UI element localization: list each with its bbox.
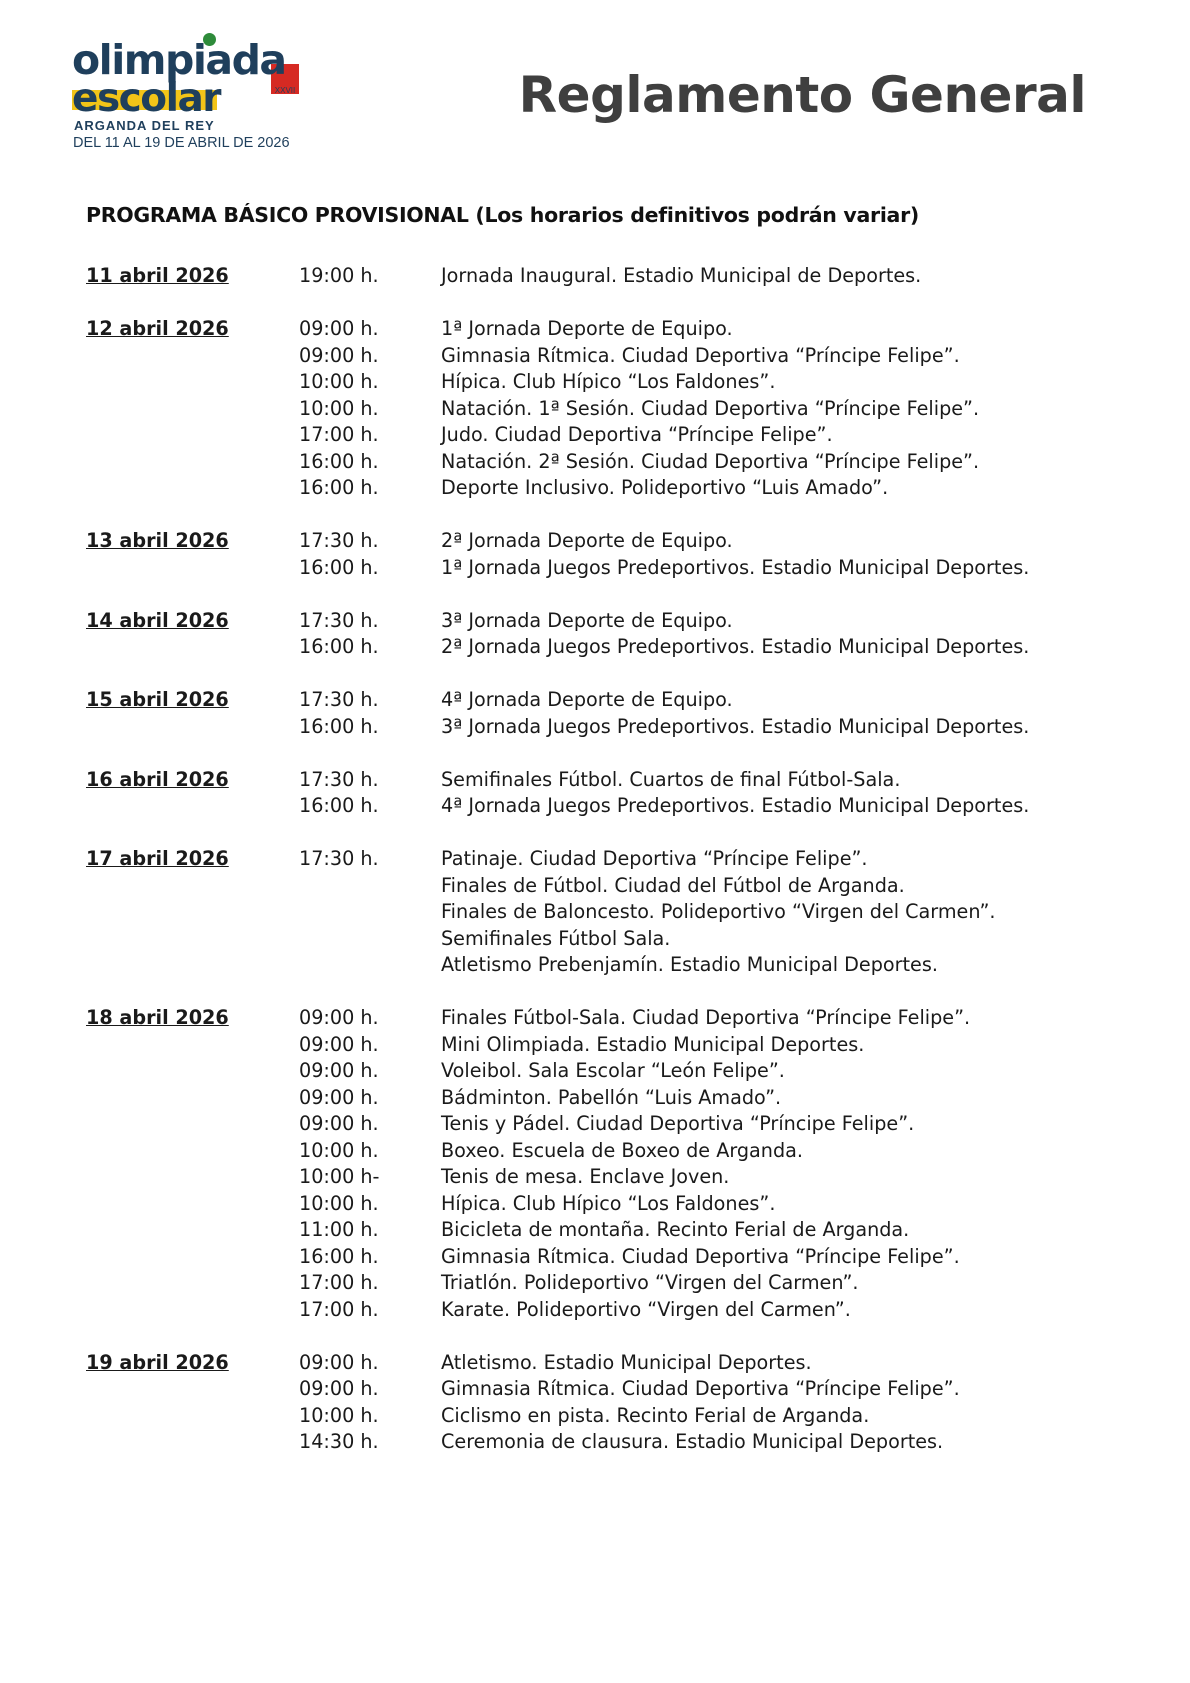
schedule-row <box>86 1429 1106 1456</box>
event-time: 14:30 h. <box>299 1430 379 1453</box>
event-description: Judo. Ciudad Deportiva “Príncipe Felipe”. <box>441 423 833 446</box>
day-date: 19 abril 2026 <box>86 1350 229 1374</box>
schedule-row <box>86 1111 1106 1138</box>
event-time: 17:00 h. <box>299 1297 379 1321</box>
event-description: 1ª Jornada Juegos Predeportivos. Estadio Municipal Deportes. <box>441 555 1030 579</box>
schedule-row <box>86 475 1106 502</box>
logo-city: ARGANDA DEL REY <box>74 118 215 133</box>
schedule-row <box>86 714 1106 741</box>
page-title: Reglamento General <box>518 66 1086 124</box>
event-description: Gimnasia Rítmica. Ciudad Deportiva “Príncipe Felipe”. <box>441 1377 960 1400</box>
event-time: 09:00 h. <box>299 343 379 367</box>
schedule-day <box>86 846 1106 979</box>
day-date: 11 abril 2026 <box>86 264 229 287</box>
event-description: Finales de Fútbol. Ciudad del Fútbol de Arganda. <box>441 873 905 897</box>
event-time: 10:00 h. <box>299 1138 379 1162</box>
schedule-row <box>86 449 1106 476</box>
event-time: 16:00 h. <box>299 794 379 817</box>
event-description: Tenis de mesa. Enclave Joven. <box>441 1165 730 1188</box>
event-description: Hípica. Club Hípico “Los Faldones”. <box>441 1191 776 1215</box>
event-time: 17:30 h. <box>299 767 379 791</box>
event-time: 09:00 h. <box>299 1032 379 1056</box>
event-description: 2ª Jornada Deporte de Equipo. <box>441 529 733 552</box>
event-description: Bádminton. Pabellón “Luis Amado”. <box>441 1085 782 1109</box>
logo-olimpiada-text: olimpiada <box>72 36 286 84</box>
event-time: 10:00 h. <box>299 1403 379 1427</box>
schedule-row <box>86 1138 1106 1165</box>
schedule-list <box>86 263 1106 1482</box>
event-time: 09:00 h. <box>299 317 379 340</box>
day-date: 16 abril 2026 <box>86 767 229 791</box>
event-time: 19:00 h. <box>299 264 379 287</box>
event-description: Deporte Inclusivo. Polideportivo “Luis Amado”. <box>441 476 889 499</box>
schedule-row <box>86 1217 1106 1244</box>
schedule-row <box>86 1376 1106 1403</box>
logo-edition: XXVII <box>274 86 296 95</box>
schedule-row <box>86 1032 1106 1059</box>
event-description: 3ª Jornada Juegos Predeportivos. Estadio Municipal Deportes. <box>441 714 1030 738</box>
schedule-day <box>86 316 1106 502</box>
schedule-row <box>86 608 1106 635</box>
event-description: Karate. Polideportivo “Virgen del Carmen”. <box>441 1297 851 1321</box>
event-time: 16:00 h. <box>299 476 379 499</box>
event-description: Jornada Inaugural. Estadio Municipal de Deportes. <box>441 264 922 287</box>
schedule-row <box>86 793 1106 820</box>
event-description: Natación. 2ª Sesión. Ciudad Deportiva “Príncipe Felipe”. <box>441 449 980 473</box>
schedule-row <box>86 343 1106 370</box>
day-date: 12 abril 2026 <box>86 317 229 340</box>
schedule-row <box>86 1244 1106 1271</box>
schedule-row <box>86 1297 1106 1324</box>
event-description: Triatlón. Polideportivo “Virgen del Carmen”. <box>441 1271 859 1294</box>
event-description: Bicicleta de montaña. Recinto Ferial de Arganda. <box>441 1218 910 1241</box>
schedule-row <box>86 1085 1106 1112</box>
schedule-row <box>86 899 1106 926</box>
event-description: Ceremonia de clausura. Estadio Municipal Deportes. <box>441 1430 944 1453</box>
event-time: 16:00 h. <box>299 449 379 473</box>
schedule-row <box>86 528 1106 555</box>
schedule-day <box>86 263 1106 290</box>
event-time: 16:00 h. <box>299 635 379 658</box>
schedule-row <box>86 1403 1106 1430</box>
event-description: Natación. 1ª Sesión. Ciudad Deportiva “Príncipe Felipe”. <box>441 396 980 420</box>
event-description: Patinaje. Ciudad Deportiva “Príncipe Felipe”. <box>441 847 868 870</box>
schedule-day <box>86 767 1106 820</box>
schedule-row <box>86 873 1106 900</box>
event-description: 4ª Jornada Juegos Predeportivos. Estadio Municipal Deportes. <box>441 794 1030 817</box>
event-time: 16:00 h. <box>299 1244 379 1268</box>
event-time: 09:00 h. <box>299 1112 379 1135</box>
schedule-row <box>86 1005 1106 1032</box>
logo-dates: DEL 11 AL 19 DE ABRIL DE 2026 <box>73 135 290 151</box>
schedule-day <box>86 687 1106 740</box>
day-date: 17 abril 2026 <box>86 847 229 870</box>
event-time: 09:00 h. <box>299 1059 379 1082</box>
event-description: Semifinales Fútbol Sala. <box>441 926 671 950</box>
event-time: 17:30 h. <box>299 688 379 711</box>
event-time: 17:00 h. <box>299 423 379 446</box>
event-time: 10:00 h. <box>299 1191 379 1215</box>
schedule-row <box>86 422 1106 449</box>
schedule-row <box>86 1191 1106 1218</box>
day-date: 14 abril 2026 <box>86 608 229 632</box>
event-description: Atletismo Prebenjamín. Estadio Municipal Deportes. <box>441 953 938 976</box>
schedule-row <box>86 1350 1106 1377</box>
schedule-day <box>86 528 1106 581</box>
event-description: Ciclismo en pista. Recinto Ferial de Arganda. <box>441 1403 870 1427</box>
schedule-row <box>86 634 1106 661</box>
event-description: Boxeo. Escuela de Boxeo de Arganda. <box>441 1138 804 1162</box>
event-logo <box>72 32 322 157</box>
event-description: 2ª Jornada Juegos Predeportivos. Estadio Municipal Deportes. <box>441 635 1030 658</box>
event-time: 16:00 h. <box>299 714 379 738</box>
event-time: 17:00 h. <box>299 1271 379 1294</box>
event-time: 17:30 h. <box>299 529 379 552</box>
day-date: 15 abril 2026 <box>86 688 229 711</box>
schedule-row <box>86 687 1106 714</box>
schedule-row <box>86 926 1106 953</box>
event-description: 4ª Jornada Deporte de Equipo. <box>441 688 733 711</box>
event-time: 17:30 h. <box>299 847 379 870</box>
event-description: Finales Fútbol-Sala. Ciudad Deportiva “Príncipe Felipe”. <box>441 1006 971 1029</box>
schedule-row <box>86 316 1106 343</box>
event-description: Atletismo. Estadio Municipal Deportes. <box>441 1350 812 1374</box>
event-time: 09:00 h. <box>299 1006 379 1029</box>
event-description: Semifinales Fútbol. Cuartos de final Fútbol-Sala. <box>441 767 901 791</box>
schedule-row <box>86 263 1106 290</box>
event-time: 11:00 h. <box>299 1218 379 1241</box>
event-time: 09:00 h. <box>299 1377 379 1400</box>
event-time: 09:00 h. <box>299 1085 379 1109</box>
day-date: 18 abril 2026 <box>86 1006 229 1029</box>
event-time: 17:30 h. <box>299 608 379 632</box>
event-description: Voleibol. Sala Escolar “León Felipe”. <box>441 1059 785 1082</box>
schedule-row <box>86 1164 1106 1191</box>
schedule-row <box>86 555 1106 582</box>
event-time: 16:00 h. <box>299 555 379 579</box>
event-description: 1ª Jornada Deporte de Equipo. <box>441 317 733 340</box>
event-time: 09:00 h. <box>299 1350 379 1374</box>
event-description: 3ª Jornada Deporte de Equipo. <box>441 608 733 632</box>
event-description: Hípica. Club Hípico “Los Faldones”. <box>441 370 776 393</box>
event-time: 10:00 h- <box>299 1165 380 1188</box>
schedule-row <box>86 767 1106 794</box>
event-description: Finales de Baloncesto. Polideportivo “Virgen del Carmen”. <box>441 900 996 923</box>
schedule-day <box>86 608 1106 661</box>
schedule-day <box>86 1350 1106 1456</box>
event-time: 10:00 h. <box>299 396 379 420</box>
day-date: 13 abril 2026 <box>86 529 229 552</box>
event-description: Tenis y Pádel. Ciudad Deportiva “Príncipe Felipe”. <box>441 1112 915 1135</box>
schedule-row <box>86 846 1106 873</box>
event-time: 10:00 h. <box>299 370 379 393</box>
section-heading: PROGRAMA BÁSICO PROVISIONAL (Los horarios definitivos podrán variar) <box>86 203 919 227</box>
event-description: Gimnasia Rítmica. Ciudad Deportiva “Príncipe Felipe”. <box>441 1244 960 1268</box>
schedule-day <box>86 1005 1106 1323</box>
schedule-row <box>86 396 1106 423</box>
schedule-row <box>86 1058 1106 1085</box>
event-description: Gimnasia Rítmica. Ciudad Deportiva “Príncipe Felipe”. <box>441 343 960 367</box>
schedule-row <box>86 952 1106 979</box>
schedule-row <box>86 369 1106 396</box>
schedule-row <box>86 1270 1106 1297</box>
logo-escolar-text: escolar <box>72 76 220 121</box>
event-description: Mini Olimpiada. Estadio Municipal Deportes. <box>441 1032 865 1056</box>
